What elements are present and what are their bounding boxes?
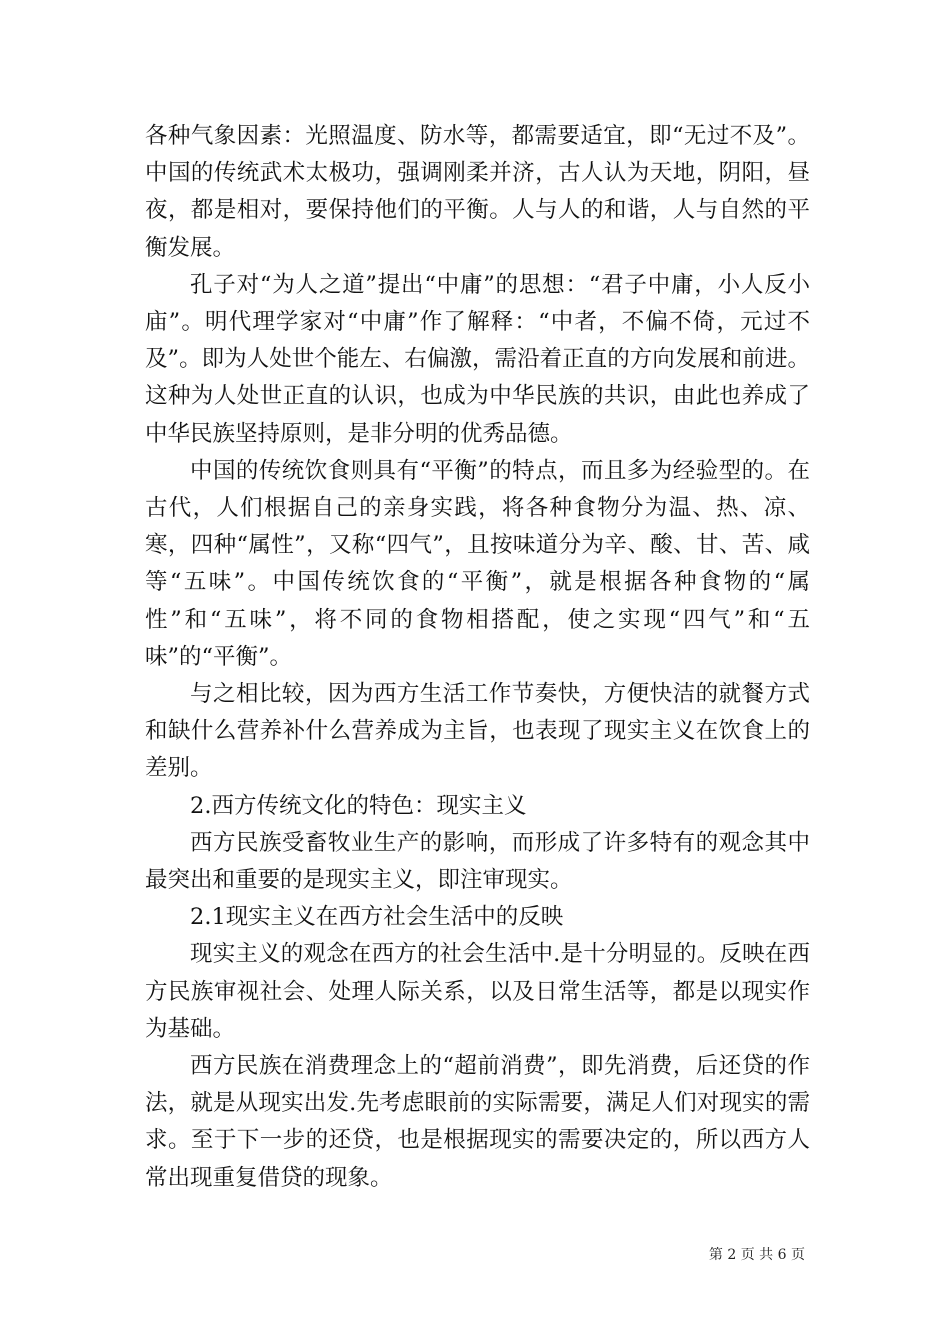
paragraph-2: 孔子对“为人之道”提出“中庸”的思想：“君子中庸，小人反小庙”。明代理学家对“中庸”作了解释：“中者，不偏不倚，元过不及”。即为人处世个能左、右偏激，需沿着正直的方向发展和前进。这种为人处世正直的认识，也成为中华民族的共识，由此也养成了中华民族坚持原则，是非分明的优秀品德。 [145, 271, 810, 447]
section-heading-2-1: 2.1现实主义在西方社会生活中的反映 [190, 904, 564, 931]
paragraph-6: 现实主义的观念在西方的社会生活中.是十分明显的。反映在西方民族审视社会、处理人际关系，以及日常生活等，都是以现实作为基础。 [145, 941, 810, 1042]
page-number-footer: 第 2 页 共 6 页 [708, 1247, 805, 1263]
paragraph-5: 西方民族受畜牧业生产的影响，而形成了许多特有的观念其中最突出和重要的是现实主义，即注审现实。 [145, 829, 810, 894]
body-text [145, 118, 810, 1197]
paragraph-4: 与之相比较，因为西方生活工作节奏快，方便快洁的就餐方式和缺什么营养补什么营养成为主旨，也表现了现实主义在饮食上的差别。 [145, 681, 810, 782]
paragraph-7: 西方民族在消费理念上的“超前消费”，即先消费，后还贷的作法，就是从现实出发.先考虑眼前的实际需要，满足人们对现实的需求。至于下一步的还贷，也是根据现实的需要决定的，所以西方人常出现重复借贷的现象。 [145, 1053, 810, 1191]
paragraph-1: 各种气象因素：光照温度、防水等，都需要适宜，即“无过不及”。中国的传统武术太极功，强调刚柔并济，古人认为天地，阴阳，昼夜，都是相对，要保持他们的平衡。人与人的和谐，人与自然的平衡发展。 [145, 123, 810, 261]
paragraph-3: 中国的传统饮食则具有“平衡”的特点，而且多为经验型的。在古代，人们根据自己的亲身实践，将各种食物分为温、热、凉、寒，四种“属性”，又称“四气”，且按味道分为辛、酸、甘、苦、咸等“五味”。中国传统饮食的“平衡”，就是根据各种食物的“属性”和“五味”，将不同的食物相搭配，使之实现“四气”和“五味”的“平衡”。 [145, 457, 810, 670]
section-heading-2: 2.西方传统文化的特色：现实主义 [190, 792, 527, 819]
